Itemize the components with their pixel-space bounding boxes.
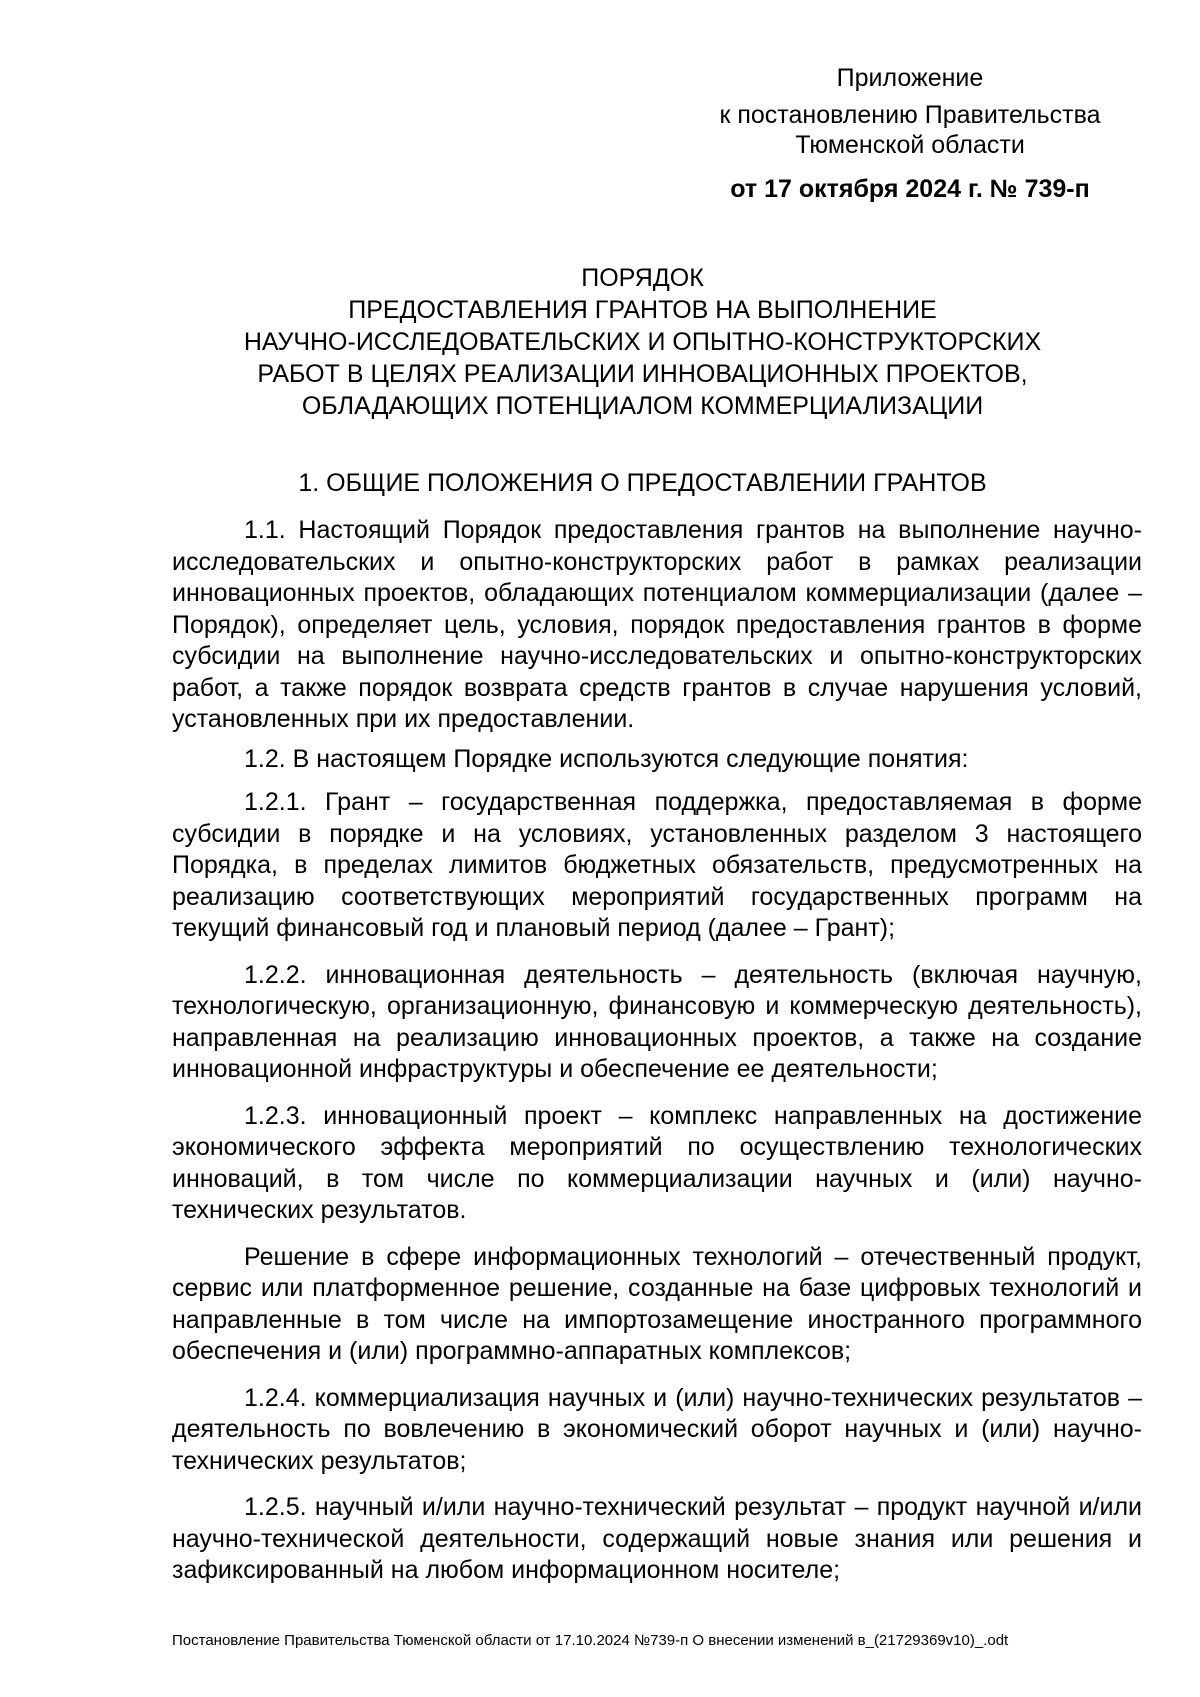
paragraph-1-2-2: 1.2.2. инновационная деятельность – деятельность (включая научную, технологическую, организационную, финансовую и коммерческую деятельность), направленная на реализацию инновационных проектов, а также на создание инновационной инфраструктуры и обеспечение ее деятельности; <box>172 960 1142 1083</box>
paragraph-1-2: 1.2. В настоящем Порядке используются следующие понятия: <box>244 744 969 773</box>
title-line: РАБОТ В ЦЕЛЯХ РЕАЛИЗАЦИИ ИННОВАЦИОННЫХ ПРОЕКТОВ, <box>257 360 1028 388</box>
paragraph-it-solution: Решение в сфере информационных технологий – отечественный продукт, сервис или платформенное решение, созданные на базе цифровых технологий и направленные в том числе на импортозамещение иностранного программного обеспечения и (или) программно-аппаратных комплексов; <box>172 1242 1142 1365</box>
appendix-date: от 17 октября 2024 г. № 739-п <box>730 175 1090 203</box>
title-line: ОБЛАДАЮЩИХ ПОТЕНЦИАЛОМ КОММЕРЦИАЛИЗАЦИИ <box>301 392 984 420</box>
paragraph-1-2-5: 1.2.5. научный и/или научно-технический результат – продукт научной и/или научно-технической деятельности, содержащий новые знания или решения и зафиксированный на любом информационном носителе; <box>172 1493 1142 1584</box>
document-body <box>172 515 1142 1595</box>
title-line: ПОРЯДОК <box>581 264 704 292</box>
section-heading: 1. ОБЩИЕ ПОЛОЖЕНИЯ О ПРЕДОСТАВЛЕНИИ ГРАНТОВ <box>298 469 987 497</box>
appendix-region: Тюменской области <box>795 131 1025 159</box>
paragraph-1-2-1: 1.2.1. Грант – государственная поддержка, предоставляемая в форме субсидии в порядке и на условиях, установленных разделом 3 настоящего Порядка, в пределах лимитов бюджетных обязательств, предусмотренных на реализацию соответствующих мероприятий государственных программ на текущий финансовый год и плановый период (далее – Грант); <box>172 788 1142 942</box>
document-title <box>160 262 1125 422</box>
title-line: ПРЕДОСТАВЛЕНИЯ ГРАНТОВ НА ВЫПОЛНЕНИЕ <box>348 296 937 324</box>
document-footer: Постановление Правительства Тюменской области от 17.10.2024 №739-п О внесении изменений в_(21729369v10)_.odt <box>172 1632 1009 1649</box>
paragraph-1-1: 1.1. Настоящий Порядок предоставления грантов на выполнение научно-исследовательских и опытно-конструкторских работ в рамках реализации инновационных проектов, обладающих потенциалом коммерциализации (далее – Порядок), определяет цель, условия, порядок предоставления грантов в форме субсидии на выполнение научно-исследовательских и опытно-конструкторских работ, а также порядок возврата средств грантов в случае нарушения условий, установленных при их предоставлении. <box>172 516 1142 733</box>
appendix-label: Приложение <box>836 64 984 92</box>
paragraph-1-2-3: 1.2.3. инновационный проект – комплекс направленных на достижение экономического эффекта мероприятий по осуществлению технологических инноваций, в том числе по коммерциализации научных и (или) научно-технических результатов. <box>172 1101 1142 1224</box>
appendix-to: к постановлению Правительства <box>719 101 1101 129</box>
paragraph-1-2-4: 1.2.4. коммерциализация научных и (или) научно-технических результатов – деятельность по вовлечению в экономический оборот научных и (или) научно-технических результатов; <box>172 1383 1142 1475</box>
title-line: НАУЧНО-ИССЛЕДОВАТЕЛЬСКИХ И ОПЫТНО-КОНСТРУКТОРСКИХ <box>243 328 1042 356</box>
